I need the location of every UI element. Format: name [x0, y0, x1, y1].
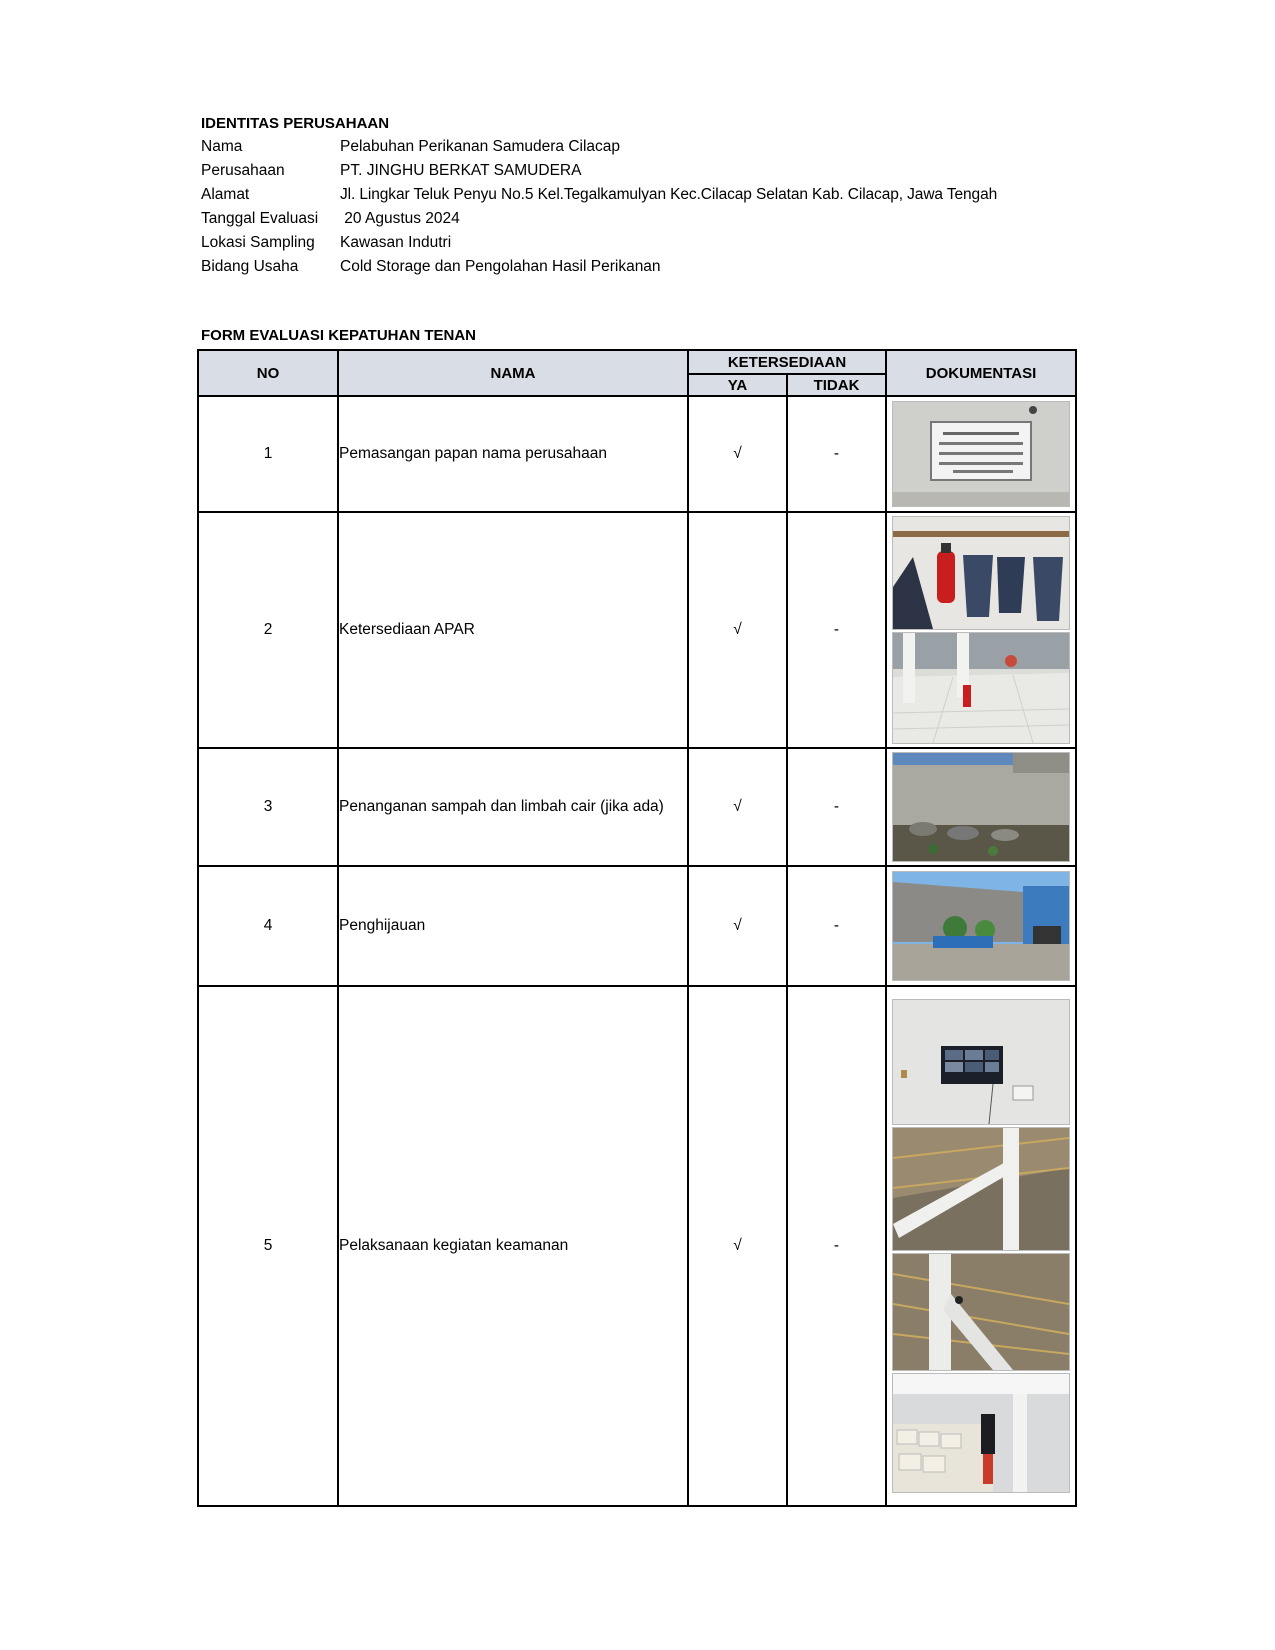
- table-row: [198, 512, 1076, 748]
- identity-value: Jl. Lingkar Teluk Penyu No.5 Kel.Tegalkamulyan Kec.Cilacap Selatan Kab. Cilacap, Jawa Tengah: [340, 186, 998, 203]
- cctv-monitor-photo: [892, 999, 1070, 1125]
- identity-value: Kawasan Indutri: [340, 234, 452, 251]
- header-dokumentasi: DOKUMENTASI: [886, 350, 1076, 396]
- header-ya: YA: [688, 374, 787, 396]
- greenery-photo: [892, 871, 1070, 981]
- row-no: 4: [198, 866, 338, 986]
- fire-extinguisher-floor-photo: [892, 632, 1070, 744]
- row-ya: √: [688, 512, 787, 748]
- identity-title: IDENTITAS PERUSAHAAN: [201, 115, 390, 132]
- row-tidak: -: [787, 512, 886, 748]
- warehouse-guard-photo: [892, 1373, 1070, 1493]
- row-tidak: -: [787, 986, 886, 1506]
- row-nama: Pemasangan papan nama perusahaan: [338, 396, 688, 512]
- evaluation-table: [197, 349, 1077, 1507]
- signboard-photo: [892, 401, 1070, 507]
- row-nama: Ketersediaan APAR: [338, 512, 688, 748]
- roof-camera-photo-2: [892, 1253, 1070, 1371]
- header-nama: NAMA: [338, 350, 688, 396]
- row-tidak: -: [787, 396, 886, 512]
- row-tidak: -: [787, 748, 886, 866]
- identity-label: Perusahaan: [201, 162, 285, 179]
- identity-value: Cold Storage dan Pengolahan Hasil Perikanan: [340, 258, 661, 275]
- header-ketersediaan: KETERSEDIAAN: [688, 350, 886, 374]
- header-no: NO: [198, 350, 338, 396]
- row-no: 2: [198, 512, 338, 748]
- identity-label: Alamat: [201, 186, 250, 203]
- fire-extinguisher-photo: [892, 516, 1070, 630]
- row-nama: Penanganan sampah dan limbah cair (jika ada): [338, 748, 688, 866]
- table-row: [198, 748, 1076, 866]
- identity-label: Bidang Usaha: [201, 258, 299, 275]
- header-tidak: TIDAK: [787, 374, 886, 396]
- row-dokumentasi: [886, 866, 1076, 986]
- table-row: [198, 866, 1076, 986]
- identity-value: PT. JINGHU BERKAT SAMUDERA: [340, 162, 582, 179]
- form-title: FORM EVALUASI KEPATUHAN TENAN: [201, 327, 476, 344]
- row-ya: √: [688, 396, 787, 512]
- table-row: [198, 986, 1076, 1506]
- row-no: 5: [198, 986, 338, 1506]
- row-dokumentasi: [886, 396, 1076, 512]
- row-nama: Pelaksanaan kegiatan keamanan: [338, 986, 688, 1506]
- row-ya: √: [688, 748, 787, 866]
- waste-area-photo: [892, 752, 1070, 862]
- table-row: [198, 396, 1076, 512]
- row-no: 3: [198, 748, 338, 866]
- row-ya: √: [688, 986, 787, 1506]
- row-ya: √: [688, 866, 787, 986]
- roof-camera-photo-1: [892, 1127, 1070, 1251]
- identity-label: Tanggal Evaluasi: [201, 210, 319, 227]
- row-dokumentasi: [886, 512, 1076, 748]
- row-no: 1: [198, 396, 338, 512]
- identity-value: 20 Agustus 2024: [340, 210, 460, 227]
- identity-label: Lokasi Sampling: [201, 234, 315, 251]
- row-dokumentasi: [886, 748, 1076, 866]
- row-dokumentasi: [886, 986, 1076, 1506]
- identity-label: Nama: [201, 138, 243, 155]
- row-nama: Penghijauan: [338, 866, 688, 986]
- row-tidak: -: [787, 866, 886, 986]
- identity-value: Pelabuhan Perikanan Samudera Cilacap: [340, 138, 621, 155]
